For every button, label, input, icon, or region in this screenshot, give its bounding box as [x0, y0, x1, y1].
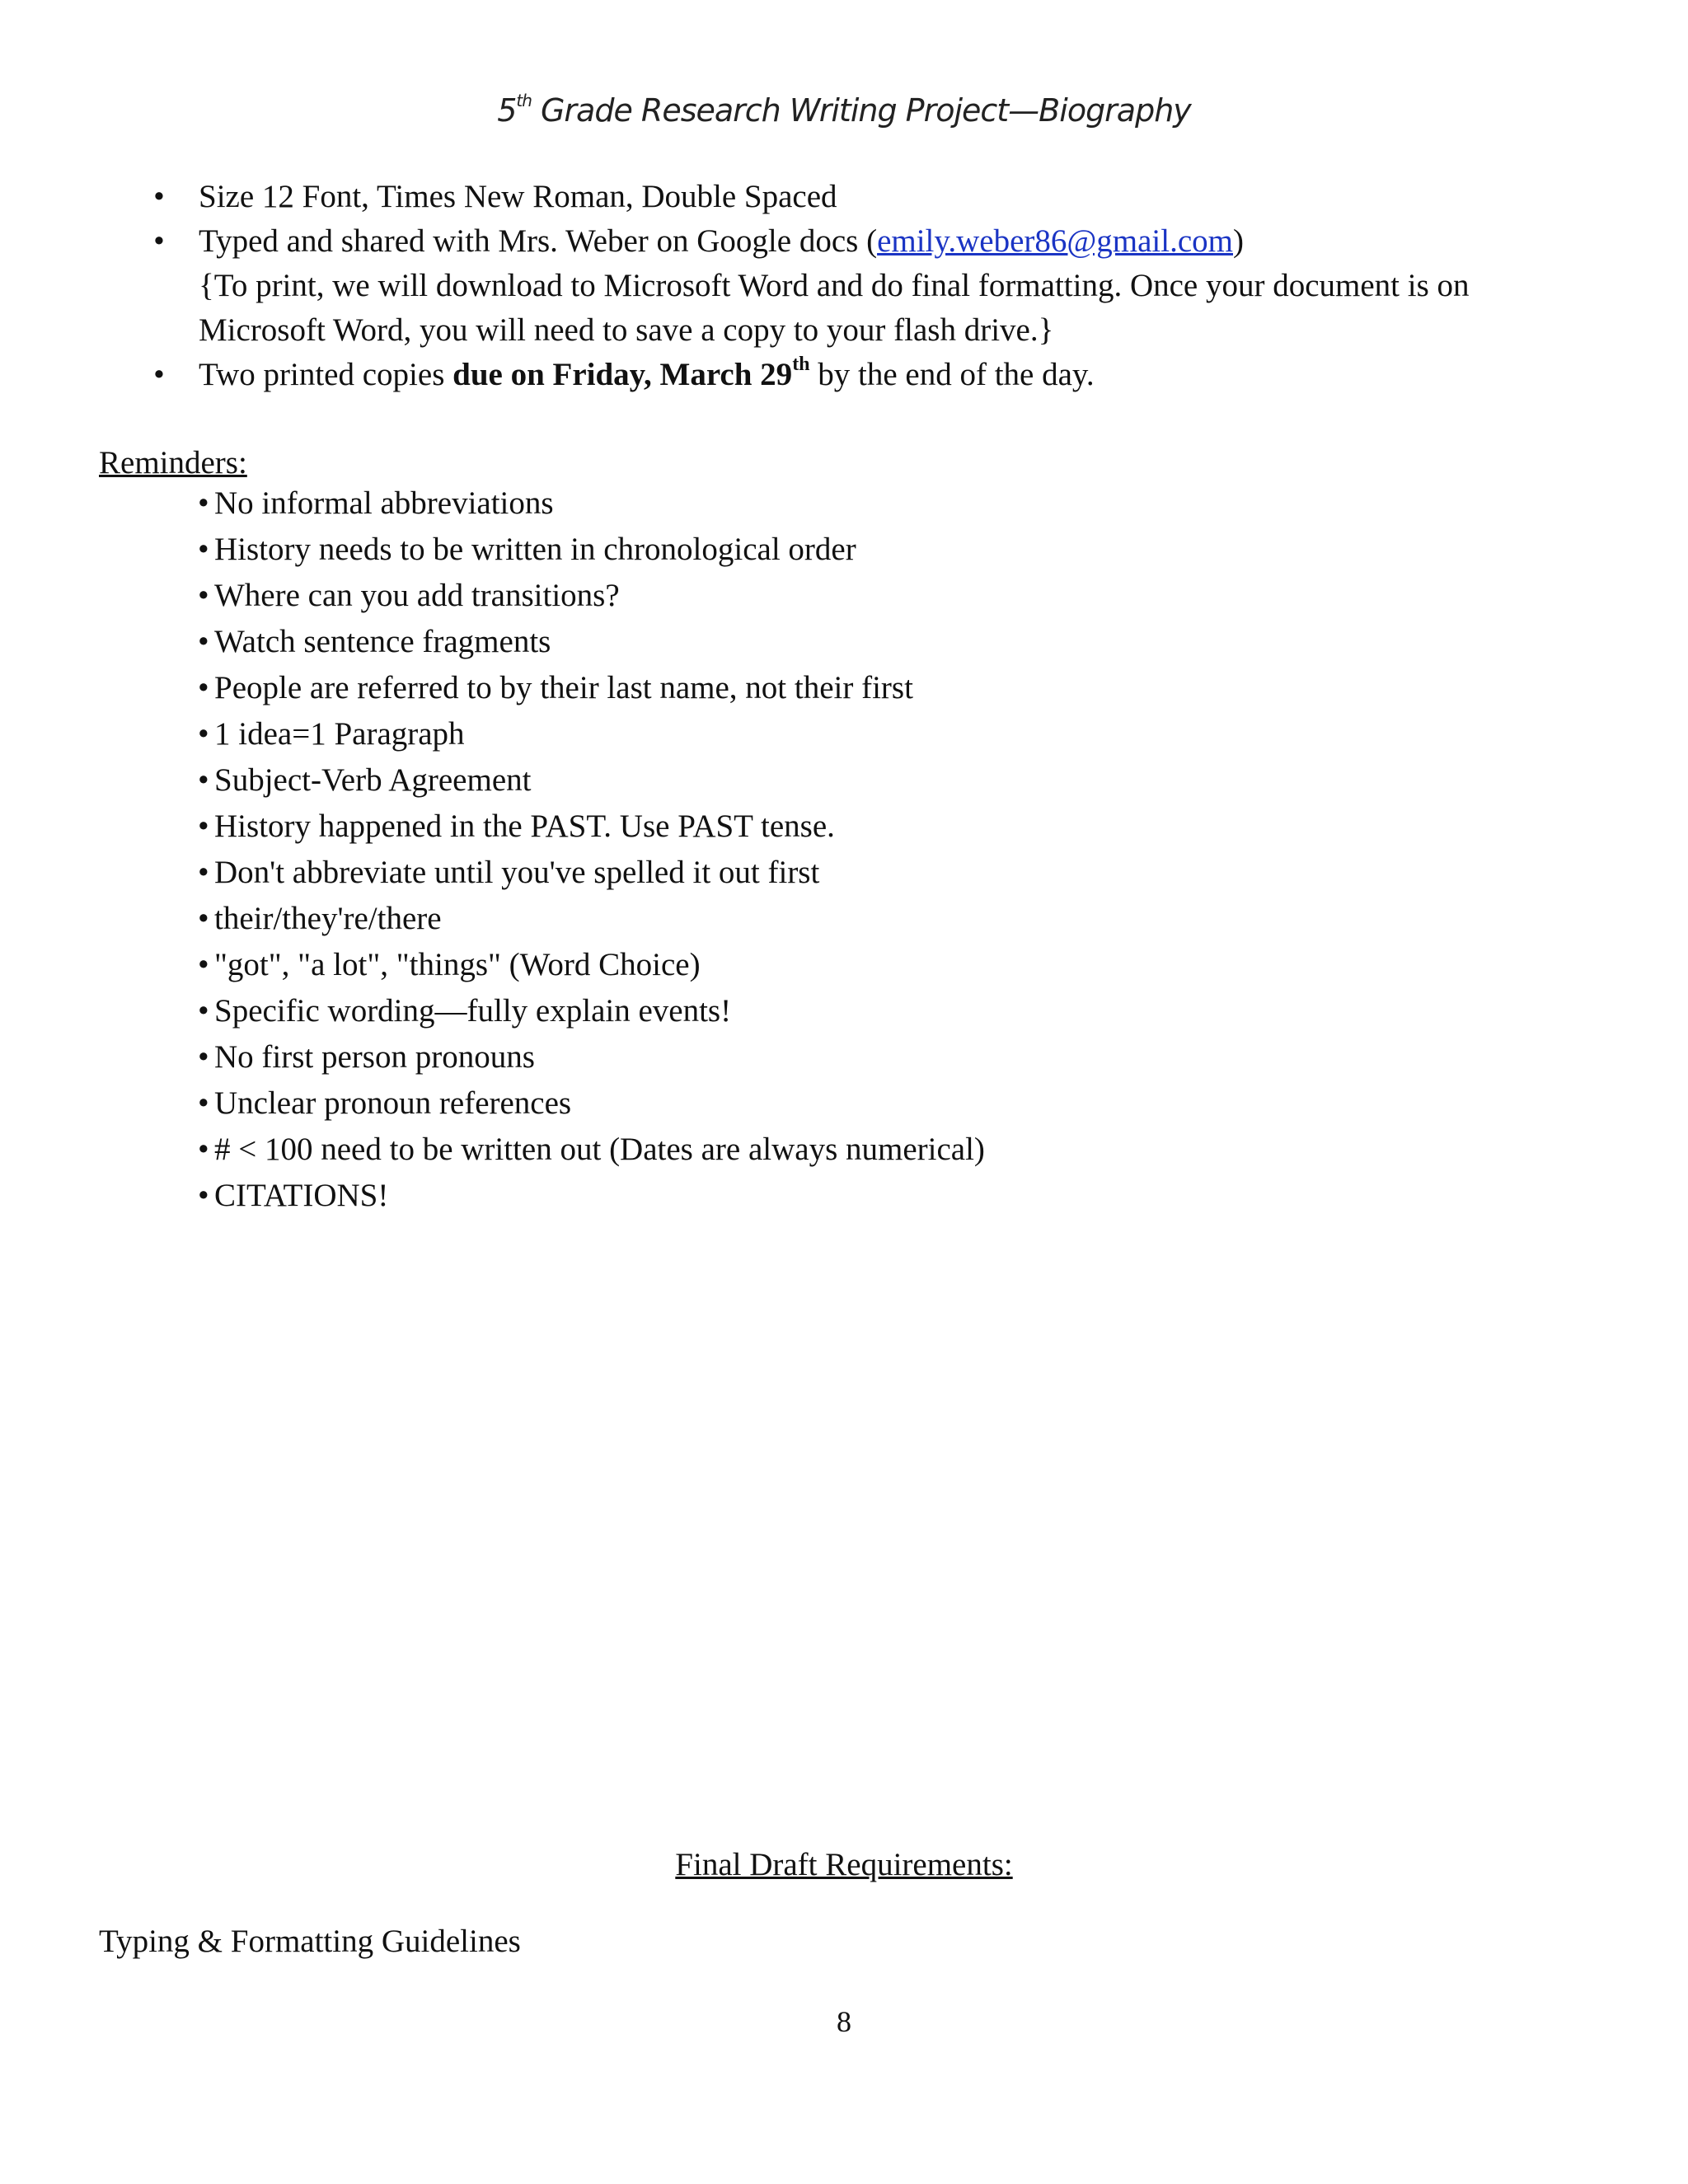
due-date: due on Friday, March 29: [452, 357, 793, 392]
page-number: 8: [837, 2005, 851, 2038]
header-title: Grade Research Writing Project—Biography: [531, 92, 1191, 129]
reminder-text: CITATIONS!: [214, 1178, 389, 1213]
reminder-item: [198, 619, 985, 665]
reminder-item: [198, 896, 985, 942]
reminder-item: [198, 573, 985, 619]
bullet: •: [198, 485, 209, 521]
reminder-text: History happened in the PAST. Use PAST tense.: [214, 808, 835, 844]
final-draft-heading: Final Draft Requirements:: [675, 1847, 1013, 1882]
bullet: •: [198, 716, 209, 752]
header-grade-number: 5: [497, 92, 517, 129]
requirement-text: Typed and shared with Mrs. Weber on Google docs (: [199, 223, 878, 259]
reminder-item: [198, 711, 985, 757]
due-date-ordinal: th: [792, 354, 810, 375]
reminder-text: "got", "a lot", "things" (Word Choice): [214, 947, 701, 982]
reminder-item: [198, 988, 985, 1034]
header-ordinal: th: [516, 91, 532, 111]
reminder-item: [198, 1080, 985, 1127]
bullet: •: [153, 357, 165, 392]
reminder-text: No informal abbreviations: [214, 485, 554, 521]
reminder-item: [198, 850, 985, 896]
bullet: •: [198, 901, 209, 936]
email-link[interactable]: emily.weber86@gmail.com: [877, 223, 1233, 259]
reminder-item: [198, 1034, 985, 1080]
requirement-text: Size 12 Font, Times New Roman, Double Spaced: [199, 179, 837, 214]
reminder-text: Where can you add transitions?: [214, 578, 620, 613]
reminders-heading: Reminders:: [99, 445, 247, 480]
reminders-list: [198, 480, 985, 1219]
requirement-item-font: [147, 175, 1548, 219]
requirement-item-copies: [147, 353, 1548, 397]
reminder-text: Watch sentence fragments: [214, 624, 551, 659]
reminder-item: [198, 665, 985, 711]
reminder-text: # < 100 need to be written out (Dates are always numerical): [214, 1132, 985, 1167]
reminder-item: [198, 942, 985, 988]
reminder-text: People are referred to by their last name, not their first: [214, 670, 913, 705]
bullet: •: [198, 1085, 209, 1121]
reminder-text: Don't abbreviate until you've spelled it out first: [214, 855, 820, 890]
bullet: •: [153, 223, 165, 259]
reminder-text: Subject-Verb Agreement: [214, 762, 532, 798]
reminder-text: Specific wording—fully explain events!: [214, 993, 732, 1029]
requirement-text-end: ): [1233, 223, 1244, 259]
bullet: •: [198, 1132, 209, 1167]
requirements-list: [147, 175, 1548, 397]
requirement-item-typed: [147, 219, 1548, 353]
requirement-note: {To print, we will download to Microsoft Word and do final formatting. Once your document is on Microsoft Word, you will need to save a copy to your flash drive.}: [199, 268, 1470, 348]
reminder-item: [198, 1173, 985, 1219]
reminder-item: [198, 1127, 985, 1173]
bullet: •: [198, 1178, 209, 1213]
bullet: •: [198, 578, 209, 613]
guidelines-heading: Typing & Formatting Guidelines: [99, 1924, 521, 1959]
requirement-text-end: by the end of the day.: [809, 357, 1095, 392]
reminder-item: [198, 480, 985, 527]
bullet: •: [198, 624, 209, 659]
bullet: •: [198, 532, 209, 567]
reminder-text: 1 idea=1 Paragraph: [214, 716, 465, 752]
reminder-text: No first person pronouns: [214, 1039, 535, 1075]
reminder-text: their/they're/there: [214, 901, 442, 936]
bullet: •: [153, 179, 165, 214]
bullet: •: [198, 993, 209, 1029]
bullet: •: [198, 808, 209, 844]
bullet: •: [198, 1039, 209, 1075]
reminder-text: Unclear pronoun references: [214, 1085, 572, 1121]
bullet: •: [198, 762, 209, 798]
requirement-text: Two printed copies: [199, 357, 453, 392]
reminder-item: [198, 804, 985, 850]
reminder-text: History needs to be written in chronological order: [214, 532, 856, 567]
reminder-item: [198, 527, 985, 573]
bullet: •: [198, 670, 209, 705]
reminder-item: [198, 757, 985, 804]
bullet: •: [198, 947, 209, 982]
page-header: [0, 92, 1688, 129]
bullet: •: [198, 855, 209, 890]
